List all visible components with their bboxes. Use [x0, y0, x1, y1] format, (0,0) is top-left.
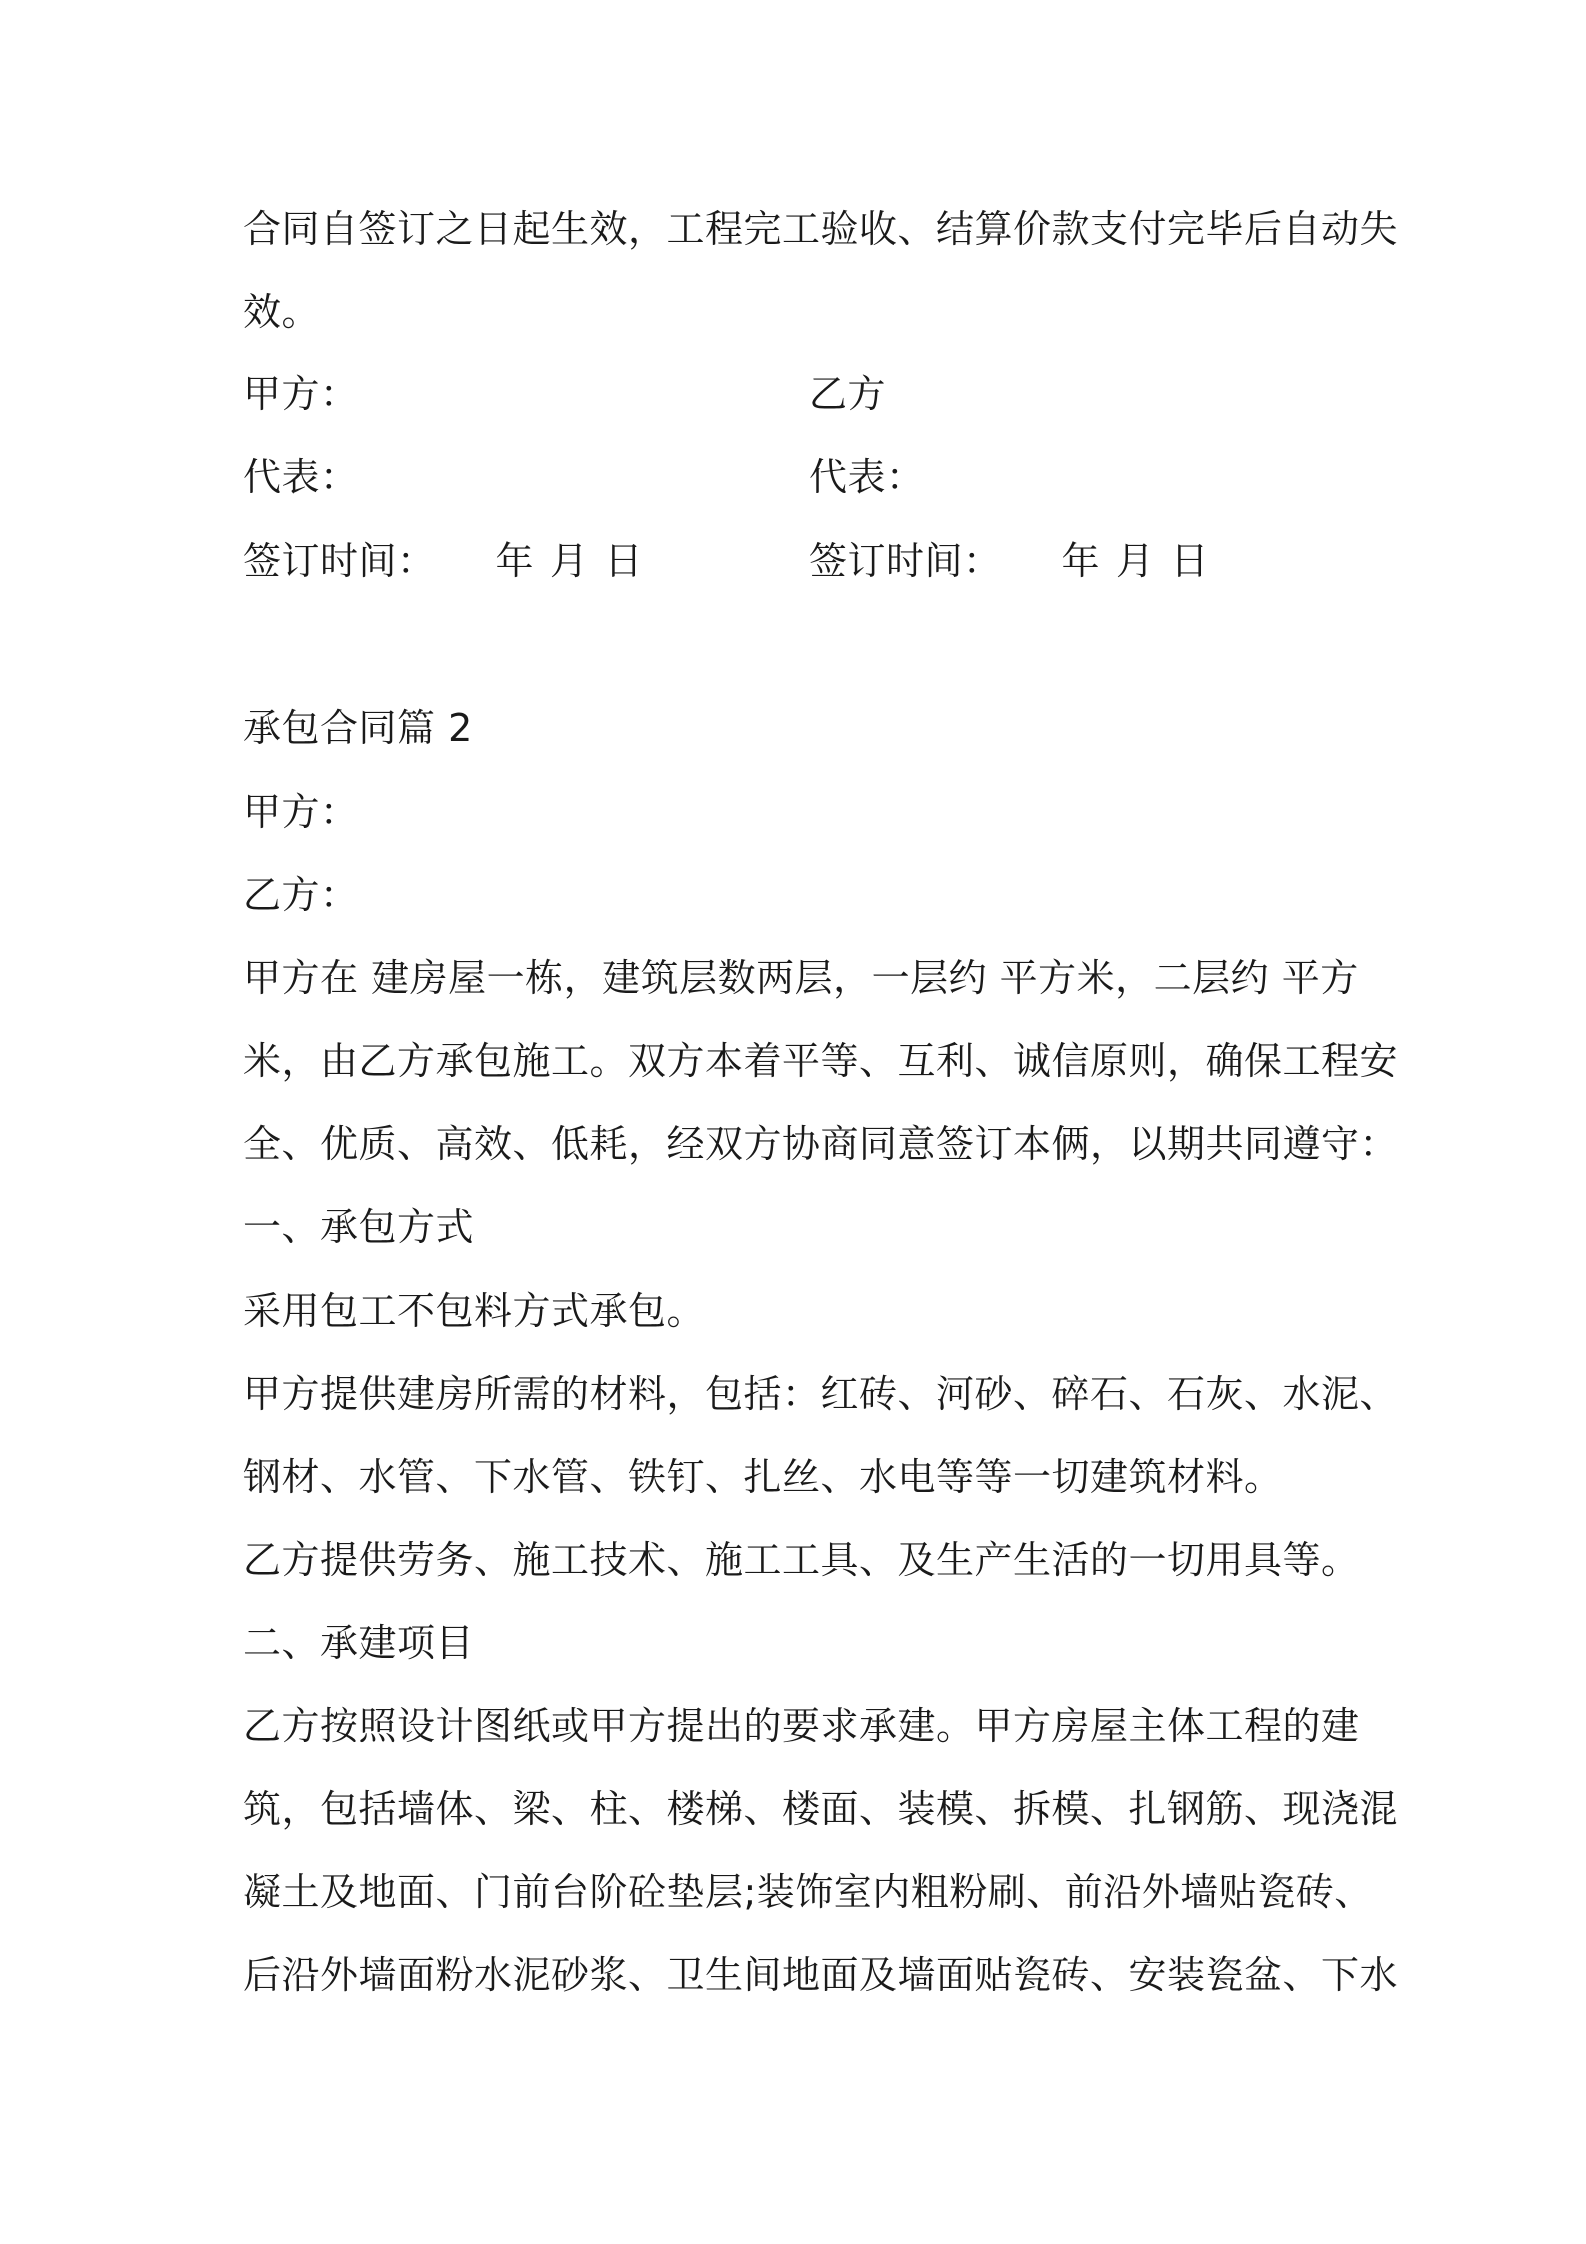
heading-project: 二、承建项目 [243, 1621, 475, 1665]
heading-contract-method: 一、承包方式 [243, 1205, 475, 1249]
project-line-3: 凝土及地面、门前台阶砼垫层;装饰室内粗粉刷、前沿外墙贴瓷砖、 [243, 1870, 1373, 1914]
intro-line-2: 米，由乙方承包施工。双方本着平等、互利、诚信原则，确保工程安 [243, 1039, 1399, 1083]
project-line-2: 筑，包括墙体、梁、柱、楼梯、楼面、装模、拆模、扎钢筋、现浇混 [243, 1787, 1399, 1831]
intro-line-1: 甲方在 建房屋一栋，建筑层数两层，一层约 平方米，二层约 平方 [243, 956, 1359, 1000]
rep-b-label: 代表： [809, 455, 925, 499]
sign-date-a [496, 535, 660, 587]
intro-line-3: 全、优质、高效、低耗，经双方协商同意签订本俩，以期共同遵守： [243, 1122, 1399, 1166]
rep-a-label: 代表： [243, 455, 359, 499]
effect-text-line-2: 效。 [243, 290, 321, 334]
materials-line-1: 甲方提供建房所需的材料，包括：红砖、河砂、碎石、石灰、水泥、 [243, 1372, 1399, 1416]
sign-date-b [1062, 535, 1226, 587]
day-label: 日 [604, 539, 644, 583]
sign-time-b [809, 535, 1225, 587]
party-b-label: 乙方 [809, 372, 887, 416]
year-label: 年 [1061, 539, 1101, 583]
labor-line: 乙方提供劳务、施工技术、施工工具、及生产生活的一切用具等。 [243, 1538, 1360, 1582]
project-line-1: 乙方按照设计图纸或甲方提出的要求承建。甲方房屋主体工程的建 [243, 1704, 1360, 1748]
day-label: 日 [1170, 539, 1210, 583]
party-a-label: 甲方： [243, 372, 359, 416]
section-title: 承包合同篇 2 [243, 706, 473, 750]
month-label: 月 [1116, 539, 1155, 583]
project-line-4: 后沿外墙面粉水泥砂浆、卫生间地面及墙面贴瓷砖、安装瓷盆、下水 [243, 1953, 1399, 1997]
party-a-line: 甲方： [243, 790, 359, 834]
method-line: 采用包工不包料方式承包。 [243, 1289, 706, 1333]
sign-time-a [243, 535, 659, 587]
sign-time-b-label: 签订时间： [809, 539, 1002, 583]
party-b-line: 乙方： [243, 873, 359, 917]
effect-text-line-1: 合同自签订之日起生效，工程完工验收、结算价款支付完毕后自动失 [243, 207, 1399, 251]
year-label: 年 [495, 539, 535, 583]
sign-time-a-label: 签订时间： [243, 539, 436, 583]
month-label: 月 [550, 539, 589, 583]
materials-line-2: 钢材、水管、下水管、铁钉、扎丝、水电等等一切建筑材料。 [243, 1455, 1283, 1499]
